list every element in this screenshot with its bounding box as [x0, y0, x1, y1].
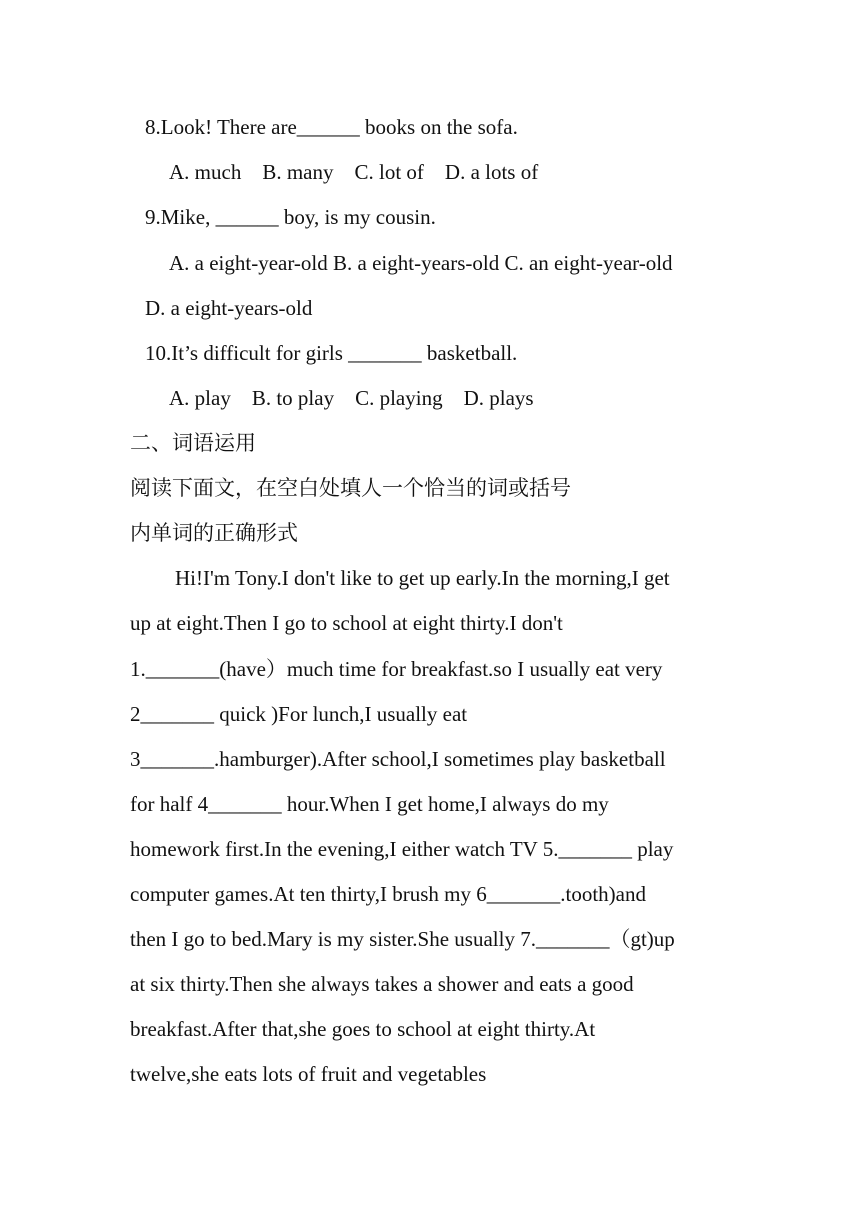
passage-line: for half 4_______ hour.When I get home,I always do my [130, 792, 609, 816]
question-8-options: A. much B. many C. lot of D. a lots of [169, 160, 539, 184]
instruction-line-2: 内单词的正确形式 [130, 521, 298, 545]
question-8-stem: 8.Look! There are______ books on the sofa. [145, 115, 518, 139]
question-9-options-line-2: D. a eight-years-old [145, 296, 313, 320]
passage-line: then I go to bed.Mary is my sister.She usually 7._______（gt)up [130, 927, 675, 951]
question-10-stem: 10.It’s difficult for girls _______ basketball. [145, 341, 518, 365]
question-10-options: A. play B. to play C. playing D. plays [169, 386, 534, 410]
question-9-stem: 9.Mike, ______ boy, is my cousin. [145, 205, 436, 229]
passage-line: breakfast.After that,she goes to school at eight thirty.At [130, 1017, 596, 1041]
instruction-line-1: 阅读下面文，在空白处填人一个恰当的词或括号 [130, 476, 571, 500]
passage-line: twelve,she eats lots of fruit and vegetables [130, 1062, 487, 1086]
section-two-heading: 二、词语运用 [130, 431, 256, 455]
passage-line: 2_______ quick )For lunch,I usually eat [130, 702, 468, 726]
passage-line: 1._______(have）much time for breakfast.so I usually eat very [130, 657, 663, 681]
passage-line: at six thirty.Then she always takes a shower and eats a good [130, 972, 634, 996]
passage-line: up at eight.Then I go to school at eight thirty.I don't [130, 611, 563, 635]
passage-line: Hi!I'm Tony.I don't like to get up early.In the morning,I get [175, 566, 670, 590]
passage-line: homework first.In the evening,I either watch TV 5._______ play [130, 837, 674, 861]
passage-line: 3_______.hamburger).After school,I sometimes play basketball [130, 747, 666, 771]
question-9-options-line-1: A. a eight-year-old B. a eight-years-old C. an eight-year-old [169, 251, 673, 275]
passage-line: computer games.At ten thirty,I brush my 6_______.tooth)and [130, 882, 646, 906]
